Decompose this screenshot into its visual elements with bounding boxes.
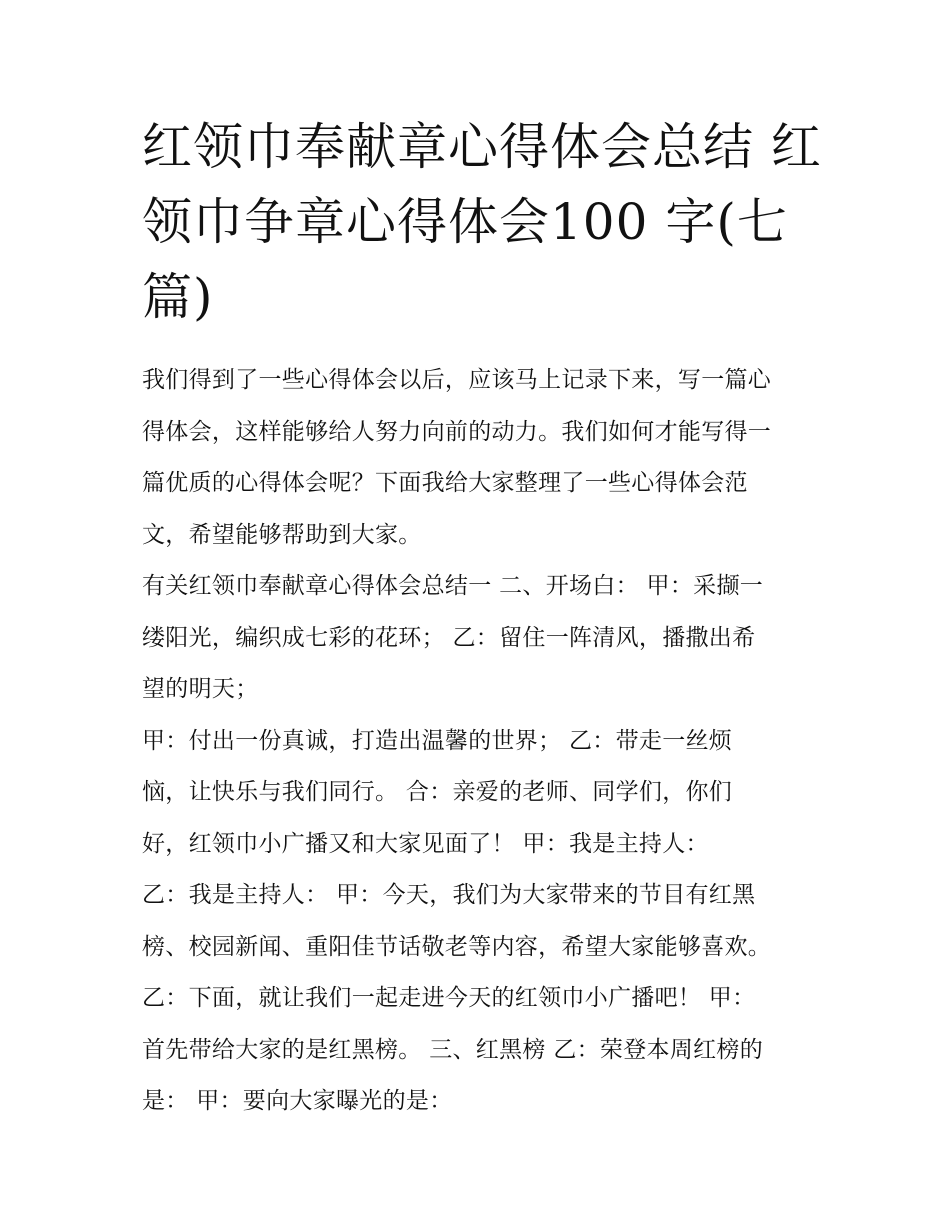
document-body: [142, 355, 814, 1128]
text-line: 我们得到了一些心得体会以后，应该马上记录下来，写一篇心: [142, 367, 772, 393]
title-line: 领巾争章心得体会100 字(七: [142, 193, 788, 251]
text-line: 篇优质的心得体会呢？下面我给大家整理了一些心得体会范: [142, 470, 748, 496]
text-line: 恼，让快乐与我们同行。 合：亲爱的老师、同学们，你们: [142, 779, 733, 805]
paragraph-opening: [142, 561, 814, 716]
text-line: 乙：我是主持人： 甲：今天，我们为大家带来的节目有红黑: [142, 882, 756, 908]
text-line: 甲：付出一份真诚，打造出温馨的世界； 乙：带走一丝烦: [142, 727, 733, 754]
title-line: 篇): [142, 268, 214, 326]
text-line: 首先带给大家的是红黑榜。 三、红黑榜 乙：荣登本周红榜的: [142, 1036, 764, 1063]
text-line: 榜、校园新闻、重阳佳节话敬老等内容，希望大家能够喜欢。: [142, 933, 772, 960]
document-title: [142, 110, 822, 335]
text-line: 得体会，这样能够给人努力向前的动力。我们如何才能写得一: [142, 418, 772, 445]
text-line: 文，希望能够帮助到大家。: [142, 521, 422, 548]
text-line: 缕阳光，编织成七彩的花环； 乙：留住一阵清风，播撒出希: [142, 624, 756, 651]
text-line: 望的明天；: [142, 676, 259, 702]
text-line: 乙：下面，就让我们一起走进今天的红领巾小广播吧！ 甲：: [142, 985, 756, 1011]
text-line: 好，红领巾小广播又和大家见面了！ 甲：我是主持人：: [142, 830, 709, 857]
text-line: 有关红领巾奉献章心得体会总结一 二、开场白： 甲：采撷一: [142, 573, 764, 599]
paragraph-dialogue: [142, 716, 814, 1128]
document-page: [142, 110, 822, 1128]
paragraph-intro: [142, 355, 814, 561]
text-line: 是： 甲：要向大家曝光的是：: [142, 1088, 453, 1114]
title-line: 红领巾奉献章心得体会总结 红: [142, 118, 822, 176]
